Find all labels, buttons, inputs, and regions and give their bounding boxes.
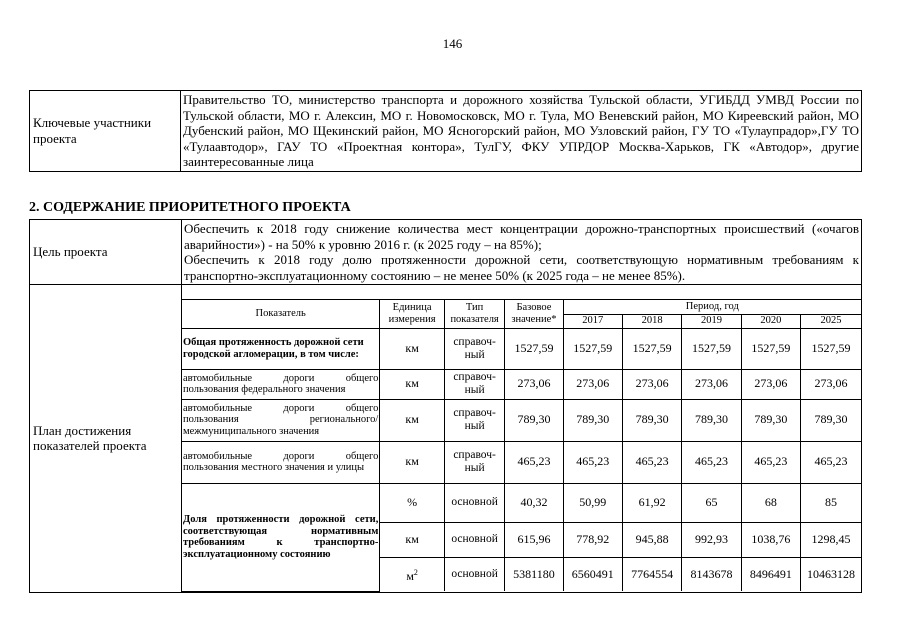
header-base: Базовое значение* xyxy=(505,300,563,328)
participants-label: Ключевые участники проекта xyxy=(30,91,181,172)
table-row xyxy=(182,369,861,399)
year-value: 1527,59 xyxy=(741,328,800,369)
type-cell: основной xyxy=(444,557,504,591)
year-value: 789,30 xyxy=(563,399,622,441)
plan-cell xyxy=(182,285,862,593)
year-value: 465,23 xyxy=(682,441,741,483)
type-cell: справоч-ный xyxy=(444,328,504,369)
type-cell: основной xyxy=(444,522,504,557)
year-value: 1527,59 xyxy=(682,328,741,369)
unit-cell: км xyxy=(380,399,445,441)
year-value: 465,23 xyxy=(622,441,681,483)
unit-cell: км xyxy=(380,522,445,557)
unit-cell: км xyxy=(380,369,445,399)
header-year: 2025 xyxy=(800,314,861,328)
year-value: 7764554 xyxy=(622,557,681,591)
unit-cell xyxy=(380,557,445,591)
year-value: 65 xyxy=(682,483,741,522)
year-value: 273,06 xyxy=(622,369,681,399)
type-cell: справоч-ный xyxy=(444,399,504,441)
indicator-name: автомобильные дороги общего пользования федерального значения xyxy=(182,369,380,399)
indicator-name: автомобильные дороги общего пользования местного значения и улицы xyxy=(182,441,380,483)
base-value: 615,96 xyxy=(505,522,563,557)
year-value: 1527,59 xyxy=(622,328,681,369)
goal-line-1: Обеспечить к 2018 году снижение количества мест концентрации дорожно-транспортных происшествий («очагов аварийности») - на 50% к уровню 2016 г. (к 2025 году – на 85%); xyxy=(184,221,859,252)
year-value: 789,30 xyxy=(682,399,741,441)
section-heading: 2. СОДЕРЖАНИЕ ПРИОРИТЕТНОГО ПРОЕКТА xyxy=(29,200,351,215)
year-value: 50,99 xyxy=(563,483,622,522)
year-value: 273,06 xyxy=(563,369,622,399)
year-value: 465,23 xyxy=(741,441,800,483)
year-value: 273,06 xyxy=(800,369,861,399)
participants-text: Правительство ТО, министерство транспорта и дорожного хозяйства Тульской области, УГИБДД УМВД России по Тульской области, МО г. Алексин, МО г. Новомосковск, МО г. Тула, МО Веневский район, МО Киреевский район, МО Дубенский район, МО Щекинский район, МО Ясногорский район, МО Узловский район, ГУ ТО «Тулаупрадор»,ГУ ТО «Тулаавтодор», ГАУ ТО «Проектная контора», ТулГУ, ФКУ УПРДОР Москва-Харьков, ГК «Автодор», другие заинтересованные лица xyxy=(181,91,862,172)
year-value: 85 xyxy=(800,483,861,522)
base-value: 40,32 xyxy=(505,483,563,522)
page-number: 146 xyxy=(442,36,463,51)
table-row xyxy=(182,441,861,483)
year-value: 273,06 xyxy=(741,369,800,399)
participants-table xyxy=(29,90,862,172)
header-year: 2020 xyxy=(741,314,800,328)
indicator-name: Общая протяженность дорожной сети городской агломерации, в том числе: xyxy=(182,328,380,369)
header-year: 2019 xyxy=(682,314,741,328)
year-value: 6560491 xyxy=(563,557,622,591)
year-value: 273,06 xyxy=(682,369,741,399)
unit-base: м xyxy=(406,568,414,583)
year-value: 1038,76 xyxy=(741,522,800,557)
indicator-name: автомобильные дороги общего пользования регионального/ межмуниципального значения xyxy=(182,399,380,441)
type-cell: основной xyxy=(444,483,504,522)
year-value: 10463128 xyxy=(800,557,861,591)
header-year: 2018 xyxy=(622,314,681,328)
year-value: 68 xyxy=(741,483,800,522)
year-value: 465,23 xyxy=(800,441,861,483)
year-value: 778,92 xyxy=(563,522,622,557)
base-value: 5381180 xyxy=(505,557,563,591)
goal-text xyxy=(182,220,862,285)
header-period: Период, год xyxy=(563,300,861,314)
unit-sup: 2 xyxy=(413,567,418,577)
base-value: 789,30 xyxy=(505,399,563,441)
year-value: 8496491 xyxy=(741,557,800,591)
goal-label: Цель проекта xyxy=(30,220,182,285)
indicator-name-share: Доля протяженности дорожной сети, соответствующая нормативным требованиям к транспортно-эксплуатационному состоянию xyxy=(182,483,380,591)
base-value: 273,06 xyxy=(505,369,563,399)
type-cell: справоч-ный xyxy=(444,369,504,399)
unit-cell: % xyxy=(380,483,445,522)
plan-spacer xyxy=(182,285,861,300)
type-cell: справоч-ный xyxy=(444,441,504,483)
goal-line-2: Обеспечить к 2018 году долю протяженности дорожной сети, соответствующую нормативным требованиям к транспортно-эксплуатационному состоянию – не менее 50% (к 2025 года – не менее 85%). xyxy=(184,252,859,283)
project-content-table xyxy=(29,219,862,593)
year-value: 1527,59 xyxy=(800,328,861,369)
base-value: 1527,59 xyxy=(505,328,563,369)
year-value: 1298,45 xyxy=(800,522,861,557)
header-indicator: Показатель xyxy=(182,300,380,328)
unit-cell: км xyxy=(380,441,445,483)
year-value: 465,23 xyxy=(563,441,622,483)
header-type: Тип показателя xyxy=(444,300,504,328)
year-value: 789,30 xyxy=(741,399,800,441)
table-row xyxy=(182,483,861,522)
year-value: 789,30 xyxy=(800,399,861,441)
year-value: 1527,59 xyxy=(563,328,622,369)
year-value: 992,93 xyxy=(682,522,741,557)
header-unit: Единица измерения xyxy=(380,300,445,328)
year-value: 61,92 xyxy=(622,483,681,522)
unit-cell: км xyxy=(380,328,445,369)
table-row xyxy=(182,399,861,441)
year-value: 8143678 xyxy=(682,557,741,591)
header-year: 2017 xyxy=(563,314,622,328)
indicators-table xyxy=(182,300,861,592)
year-value: 789,30 xyxy=(622,399,681,441)
table-row xyxy=(182,328,861,369)
plan-label: План достижения показателей проекта xyxy=(30,285,182,593)
base-value: 465,23 xyxy=(505,441,563,483)
year-value: 945,88 xyxy=(622,522,681,557)
